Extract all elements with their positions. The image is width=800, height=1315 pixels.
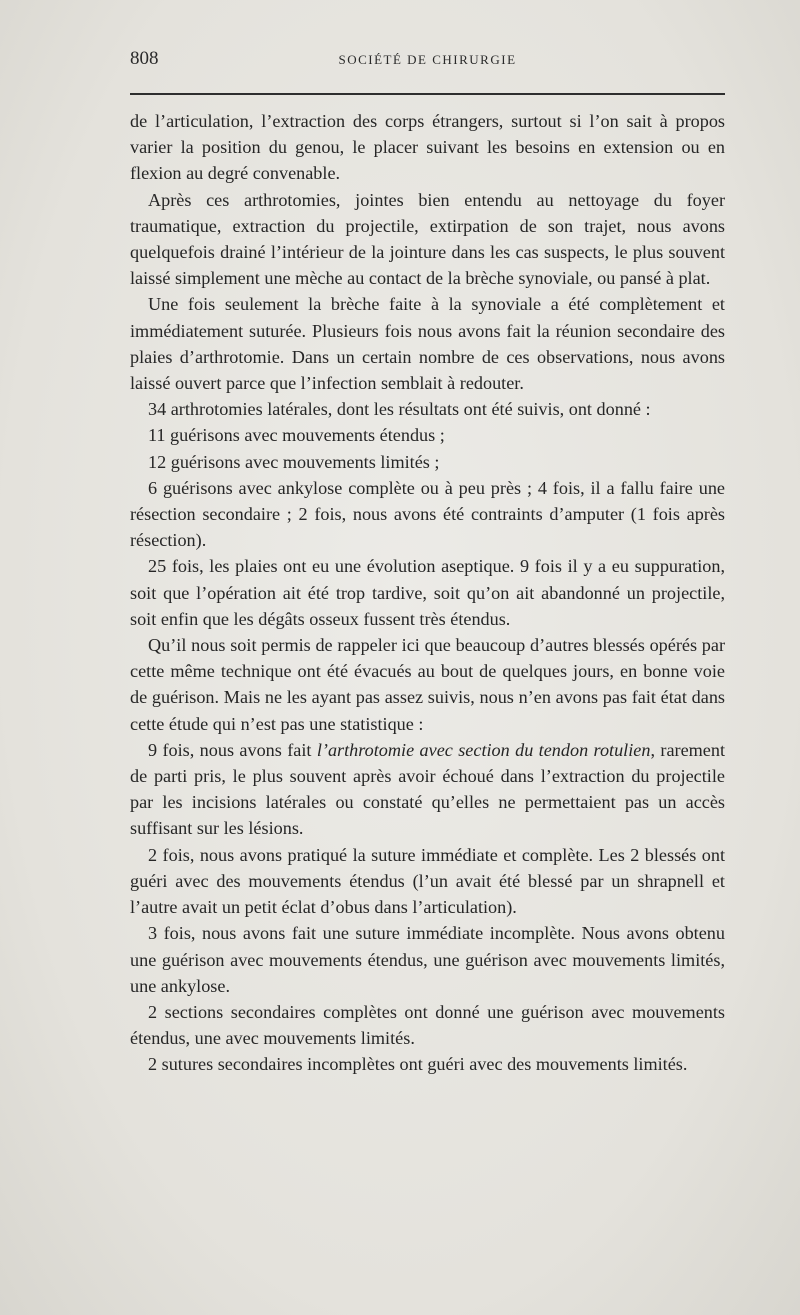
page-header [130, 48, 725, 76]
italic-term: l’arthrotomie avec section du tendon rotulien [316, 739, 651, 760]
paragraph: Qu’il nous soit permis de rappeler ici que beaucoup d’autres blessés opérés par cette même technique ont été évacués au bout de quelques jours, en bonne voie de guérison. Mais ne les ayant pas assez suivis, nous n’en avons pas fait état dans cette étude qui n’est pas une statistique : [130, 635, 725, 734]
paragraph-lead: 9 fois, nous avons fait [148, 739, 317, 760]
paragraph: 12 guérisons avec mouvements limités ; [148, 451, 440, 472]
header-rule [130, 93, 725, 95]
paragraph: 34 arthrotomies latérales, dont les résultats ont été suivis, ont donné : [148, 399, 651, 420]
paragraph: 11 guérisons avec mouvements étendus ; [148, 425, 445, 446]
paragraph: 25 fois, les plaies ont eu une évolution aseptique. 9 fois il y a eu suppuration, soit que l’opération ait été trop tardive, soit qu’on ait abandonné un projectile, soit enfin que les dégâts osseux fussent très étendus. [130, 556, 725, 629]
paragraph: 2 fois, nous avons pratiqué la suture immédiate et complète. Les 2 blessés ont guéri avec des mouvements étendus (l’un avait été blessé par un shrapnell et l’autre avait un petit éclat d’obus dans l’articulation). [130, 844, 725, 918]
paragraph: Après ces arthrotomies, jointes bien entendu au nettoyage du foyer traumatique, extraction du projectile, extirpation de son trajet, nous avons quelquefois drainé l’intérieur de la jointure dans les cas suspects, le plus souvent laissé simplement une mèche au contact de la brèche synoviale, ou pansé à plat. [130, 189, 725, 289]
paragraph: 2 sutures secondaires incomplètes ont guéri avec des mouvements limités. [148, 1054, 688, 1075]
paragraph: 2 sections secondaires complètes ont donné une guérison avec mouvements étendus, une avec mouvements limités. [130, 1001, 725, 1049]
paragraph: Une fois seulement la brèche faite à la synoviale a été complètement et immédiatement suturée. Plusieurs fois nous avons fait la réunion secondaire des plaies d’arthrotomie. Dans un certain nombre de ces observations, nous avons laissé ouvert parce que l’infection semblait à redouter. [130, 294, 725, 394]
page-number: 808 [130, 48, 159, 69]
running-title: SOCIÉTÉ DE CHIRURGIE [338, 52, 517, 67]
body-text [130, 108, 725, 1078]
paragraph: 6 guérisons avec ankylose complète ou à peu près ; 4 fois, il a fallu faire une résection secondaire ; 2 fois, nous avons été contraints d’amputer (1 fois après résection). [130, 477, 725, 551]
paragraph: de l’articulation, l’extraction des corps étrangers, surtout si l’on sait à propos varier la position du genou, le placer suivant les besoins en extension ou en flexion au degré convenable. [130, 111, 725, 184]
paragraph: 3 fois, nous avons fait une suture immédiate incomplète. Nous avons obtenu une guérison avec mouvements étendus, une guérison avec mouvements limités, une ankylose. [130, 923, 725, 996]
paragraph [130, 737, 725, 842]
paragraph-tail: , rarement de parti pris, le plus souvent après avoir échoué dans l’extraction du projectile par les incisions latérales ou constaté qu’elles ne permettaient pas un accès suffisant sur les lésions. [130, 739, 726, 839]
